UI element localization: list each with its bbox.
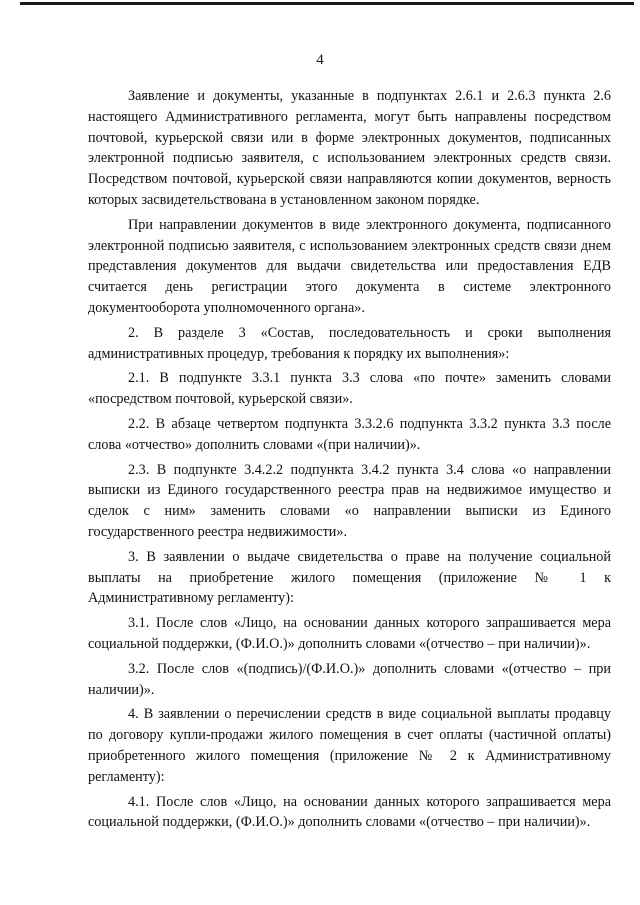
- paragraph-3-2: 3.2. После слов «(подпись)/(Ф.И.О.)» дополнить словами «(отчество – при наличии)».: [88, 660, 611, 698]
- paragraph-3: 3. В заявлении о выдаче свидетельства о праве на получение социальной выплаты на приобретение жилого помещения (приложение № 1 к Административному регламенту):: [88, 548, 611, 607]
- top-border-line: [20, 2, 634, 5]
- paragraph-2-1: 2.1. В подпункте 3.3.1 пункта 3.3 слова «по почте» заменить словами «посредством почтовой, курьерской связи».: [88, 370, 611, 408]
- paragraph-section-3: 2. В разделе 3 «Состав, последовательность и сроки выполнения административных процедур, требования к порядку их выполнения»:: [88, 324, 611, 362]
- document-body: [88, 86, 611, 837]
- paragraph-2-2: 2.2. В абзаце четвертом подпункта 3.3.2.6 подпункта 3.3.2 пункта 3.3 после слова «отчество» дополнить словами «(при наличии)».: [88, 415, 611, 453]
- paragraph-2-3: 2.3. В подпункте 3.4.2.2 подпункта 3.4.2 пункта 3.4 слова «о направлении выписки из Единого государственного реестра прав на недвижимое имущество и сделок с ним» заменить словами «о направлении выписки из Единого государственного реестра недвижимости».: [88, 461, 611, 540]
- paragraph-documents-submission: Заявление и документы, указанные в подпунктах 2.6.1 и 2.6.3 пункта 2.6 настоящего Административного регламента, могут быть направлены посредством почтовой, курьерской связи или в форме электронных документов, подписанных электронной подписью заявителя, с использованием электронных средств связи. Посредством почтовой, курьерской связи направляются копии документов, верность которых засвидетельствована в установленном законом порядке.: [88, 88, 611, 208]
- paragraph-electronic-submission: При направлении документов в виде электронного документа, подписанного электронной подписью заявителя, с использованием электронных средств связи днем представления документов для выдачи свидетельства или предоставления ЕДВ считается день регистрации этого документа в системе электронного документооборота уполномоченного органа».: [88, 216, 611, 316]
- paragraph-4-1: 4.1. После слов «Лицо, на основании данных которого запрашивается мера социальной поддержки, (Ф.И.О.)» дополнить словами «(отчество – при наличии)».: [88, 793, 611, 831]
- paragraph-4: 4. В заявлении о перечислении средств в виде социальной выплаты продавцу по договору купли-продажи жилого помещения в счет оплаты (частичной оплаты) приобретенного жилого помещения (приложение № 2 к Административному регламенту):: [88, 706, 611, 785]
- paragraph-3-1: 3.1. После слов «Лицо, на основании данных которого запрашивается мера социальной поддержки, (Ф.И.О.)» дополнить словами «(отчество – при наличии)».: [88, 615, 611, 652]
- page-number: 4: [316, 52, 324, 68]
